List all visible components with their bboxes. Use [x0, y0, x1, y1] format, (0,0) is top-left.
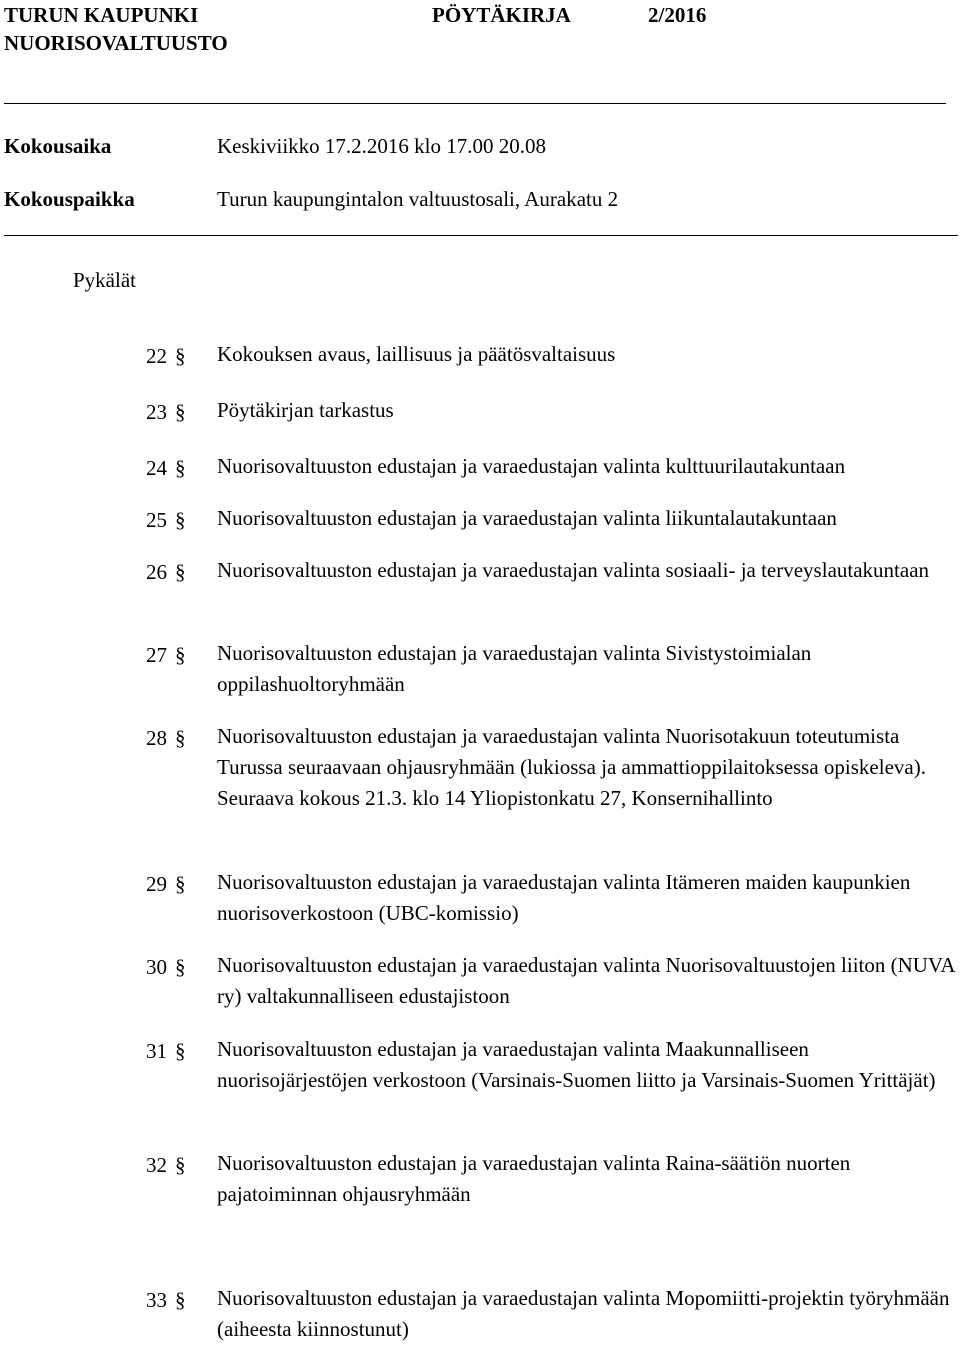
item-number: 26 [146, 560, 167, 584]
meeting-time-value: Keskiviikko 17.2.2016 klo 17.00 20.08 [217, 134, 546, 158]
item-text: Nuorisovaltuuston edustajan ja varaedustajan valinta Mopomiitti-projektin työryhmään (aiheesta kiinnostunut) [217, 1286, 950, 1341]
item-number: 30 [146, 955, 167, 979]
item-number: 31 [146, 1039, 167, 1063]
meeting-divider [4, 235, 958, 236]
item-text: Nuorisovaltuuston edustajan ja varaedustajan valinta Nuorisovaltuustojen liiton (NUVA ry) valtakunnalliseen edustajistoon [217, 953, 955, 1008]
item-text: Nuorisovaltuuston edustajan ja varaedustajan valinta Itämeren maiden kaupunkien nuorisoverkostoon (UBC-komissio) [217, 870, 911, 925]
section-symbol: § [175, 643, 186, 667]
section-symbol: § [175, 456, 186, 480]
item-text: Pöytäkirjan tarkastus [217, 398, 394, 422]
section-symbol: § [175, 1288, 186, 1312]
document-number: 2/2016 [648, 3, 707, 27]
item-number: 22 [146, 344, 167, 368]
committee-name: NUORISOVALTUUSTO [4, 31, 228, 55]
item-number: 29 [146, 872, 167, 896]
item-text: Nuorisovaltuuston edustajan ja varaedustajan valinta Nuorisotakuun toteutumista Turussa seuraavaan ohjausryhmään (lukiossa ja ammattioppilaitoksessa opiskeleva). Seuraava kokous 21.3. klo 14 Yliopistonkatu 27, Konsernihallinto [217, 724, 926, 810]
item-number: 28 [146, 726, 167, 750]
item-text: Kokouksen avaus, laillisuus ja päätösvaltaisuus [217, 342, 616, 366]
section-symbol: § [175, 955, 186, 979]
section-symbol: § [175, 560, 186, 584]
sections-heading: Pykälät [73, 268, 136, 292]
item-text: Nuorisovaltuuston edustajan ja varaedustajan valinta Raina-säätiön nuorten pajatoiminnan ohjausryhmään [217, 1151, 851, 1206]
organization-name: TURUN KAUPUNKI [4, 3, 199, 27]
section-symbol: § [175, 344, 186, 368]
item-text: Nuorisovaltuuston edustajan ja varaedustajan valinta Sivistystoimialan oppilashuoltoryhmään [217, 641, 812, 696]
meeting-time-label: Kokousaika [4, 134, 112, 158]
item-number: 33 [146, 1288, 167, 1312]
item-number: 23 [146, 400, 167, 424]
item-number: 27 [146, 643, 167, 667]
section-symbol: § [175, 872, 186, 896]
item-text: Nuorisovaltuuston edustajan ja varaedustajan valinta sosiaali- ja terveyslautakuntaan [217, 558, 930, 582]
section-symbol: § [175, 508, 186, 532]
meeting-place-label: Kokouspaikka [4, 187, 135, 211]
meeting-place-value: Turun kaupungintalon valtuustosali, Aurakatu 2 [217, 187, 619, 211]
item-number: 25 [146, 508, 167, 532]
section-symbol: § [175, 1153, 186, 1177]
item-number: 32 [146, 1153, 167, 1177]
section-symbol: § [175, 726, 186, 750]
item-text: Nuorisovaltuuston edustajan ja varaedustajan valinta Maakunnalliseen nuorisojärjestöjen verkostoon (Varsinais-Suomen liitto ja Varsinais-Suomen Yrittäjät) [217, 1037, 936, 1092]
item-number: 24 [146, 456, 167, 480]
section-symbol: § [175, 400, 186, 424]
item-text: Nuorisovaltuuston edustajan ja varaedustajan valinta liikuntalautakuntaan [217, 506, 837, 530]
document-type: PÖYTÄKIRJA [432, 3, 571, 27]
header-divider [4, 103, 946, 104]
section-symbol: § [175, 1039, 186, 1063]
item-text: Nuorisovaltuuston edustajan ja varaedustajan valinta kulttuurilautakuntaan [217, 454, 846, 478]
